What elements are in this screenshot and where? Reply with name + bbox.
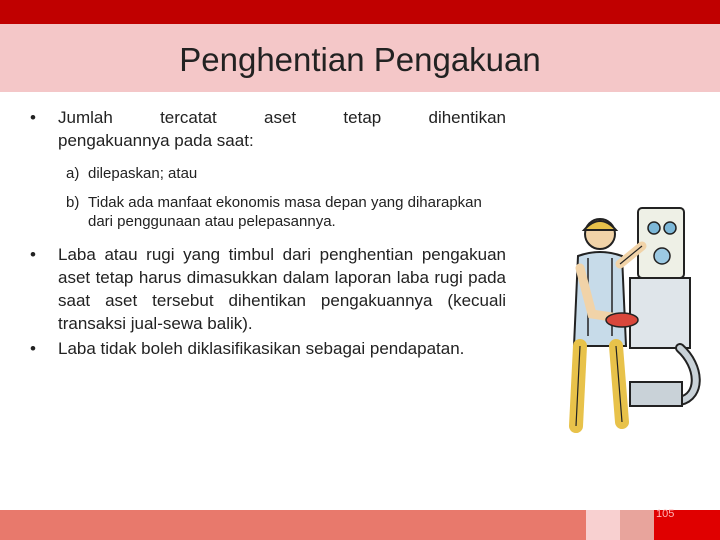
sub-list-item [66, 164, 506, 183]
sub-list [30, 164, 506, 231]
sub-list-text: dilepaskan; atau [88, 165, 198, 182]
workpiece-icon [606, 313, 638, 327]
bullet-item [30, 106, 506, 152]
sub-list-marker: b) [66, 194, 80, 211]
machine-icon [630, 278, 690, 348]
bullet-text: pengakuannya pada saat: [58, 131, 254, 150]
gauge-icon [664, 222, 676, 234]
footer-block [620, 510, 654, 540]
slide-content [30, 106, 506, 360]
sub-list-item [66, 193, 506, 231]
sub-list-text: Tidak ada manfaat ekonomis masa depan yang diharapkan dari penggunaan atau pelepasannya. [88, 194, 482, 230]
bullet-text: • Jumlah tercatat aset tetap dihentikan [58, 108, 506, 127]
top-accent-bar [0, 0, 720, 24]
gauge-icon [648, 222, 660, 234]
bullet-item: • Laba tidak boleh diklasifikasikan sebagai pendapatan. [30, 337, 506, 360]
page-number: 105 [656, 508, 675, 520]
slide-title: Penghentian Pengakuan [179, 41, 541, 78]
bullet-item: • Laba atau rugi yang timbul dari penghentian pengakuan aset tetap harus dimasukkan dalam laporan laba rugi pada saat aset tersebut dihentikan pengakuannya (kecuali transaksi jual-sewa balik). [30, 243, 506, 335]
gauge-icon [654, 248, 670, 264]
worker-clipart [530, 186, 710, 436]
footer-block [586, 510, 620, 540]
sub-list-marker: a) [66, 165, 80, 182]
